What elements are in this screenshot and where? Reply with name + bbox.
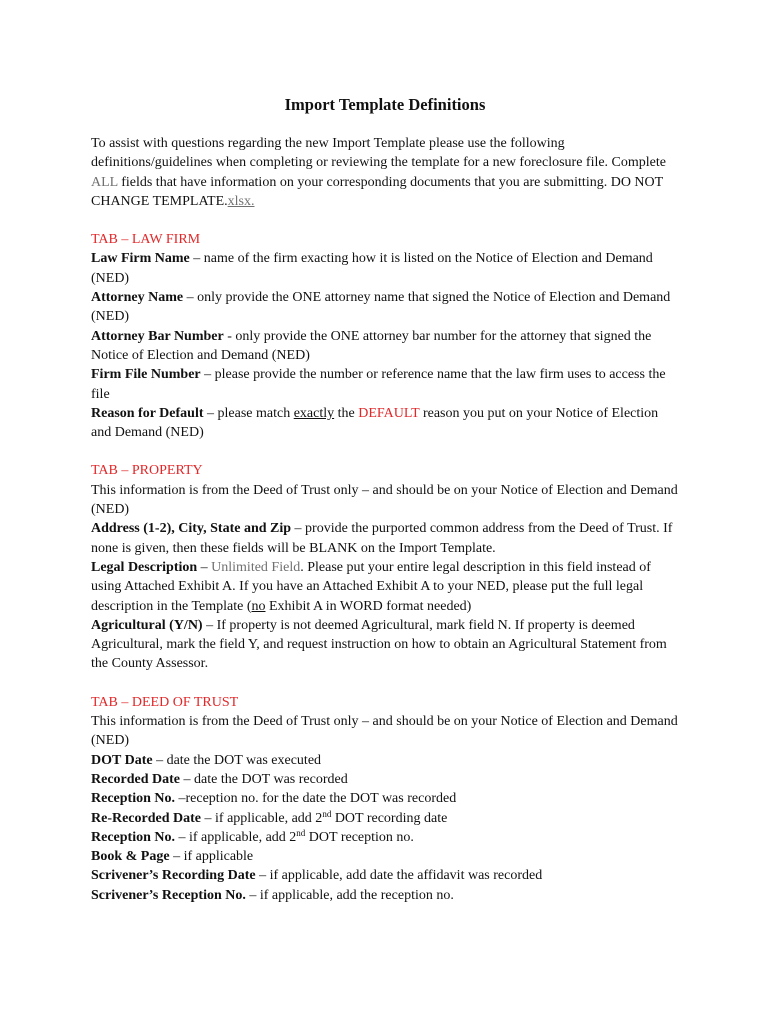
property-intro: This information is from the Deed of Trust only – and should be on your Notice of Election and Demand (NED) [91, 482, 678, 518]
definition-attorney-name: Attorney Name – only provide the ONE attorney name that signed the Notice of Election and Demand (NED) [91, 290, 671, 325]
definition-scriveners-recording-date: Scrivener’s Recording Date – if applicable, add date the affidavit was recorded [91, 868, 543, 884]
section-deed-of-trust [91, 693, 679, 905]
document-body [91, 95, 679, 924]
definition-firm-file-number: Firm File Number – please provide the number or reference name that the law firm uses to access the file [91, 367, 666, 402]
definition-attorney-bar-number: Attorney Bar Number - only provide the ONE attorney bar number for the attorney that signed the Notice of Election and Demand (NED) [91, 328, 652, 363]
definition-scriveners-reception-no: Scrivener’s Reception No. – if applicable, add the reception no. [91, 887, 454, 903]
section-property [91, 461, 679, 673]
tab-heading-law-firm: TAB – LAW FIRM [91, 232, 201, 248]
definition-re-recorded-date: Re-Recorded Date – if applicable, add 2nd DOT recording date [91, 808, 448, 826]
deed-intro: This information is from the Deed of Trust only – and should be on your Notice of Election and Demand (NED) [91, 714, 678, 749]
definition-reception-no-2nd: Reception No. – if applicable, add 2nd DOT reception no. [91, 827, 414, 845]
tab-heading-property: TAB – PROPERTY [91, 463, 203, 479]
tab-heading-deed-of-trust: TAB – DEED OF TRUST [91, 694, 239, 710]
definition-reception-no: Reception No. –reception no. for the date the DOT was recorded [91, 791, 457, 807]
definition-recorded-date: Recorded Date – date the DOT was recorded [91, 771, 348, 787]
page-title: Import Template Definitions [284, 95, 486, 114]
all-emphasis: ALL [91, 174, 118, 190]
definition-agricultural: Agricultural (Y/N) – If property is not deemed Agricultural, mark field N. If property is deemed Agricultural, mark the field Y, and request instruction on how to obtain an Agricultural Statement from the County Assessor. [91, 617, 667, 672]
definition-law-firm-name: Law Firm Name – name of the firm exacting how it is listed on the Notice of Election and Demand (NED) [91, 251, 653, 286]
section-law-firm [91, 230, 679, 442]
definition-dot-date: DOT Date – date the DOT was executed [91, 752, 322, 768]
xlsx-extension: xlsx. [227, 193, 255, 209]
intro-paragraph: To assist with questions regarding the new Import Template please use the following definitions/guidelines when completing or reviewing the template for a new foreclosure file. Complete ALL fields that have information on your corresponding documents that you are submitting. DO NOT CHANGE TEMPLATE.xlsx. [91, 136, 666, 209]
definition-address: Address (1-2), City, State and Zip – provide the purported common address from the Deed of Trust. If none is given, then these fields will be BLANK on the Import Template. [91, 521, 673, 556]
definition-book-page: Book & Page – if applicable [91, 849, 254, 865]
definition-reason-for-default: Reason for Default – please match exactly the DEFAULT reason you put on your Notice of Election and Demand (NED) [91, 405, 659, 441]
definition-legal-description: Legal Description – Unlimited Field. Please put your entire legal description in this field instead of using Attached Exhibit A. If you have an Attached Exhibit A to your NED, please put the full legal description in the Template (no Exhibit A in WORD format needed) [91, 559, 651, 614]
